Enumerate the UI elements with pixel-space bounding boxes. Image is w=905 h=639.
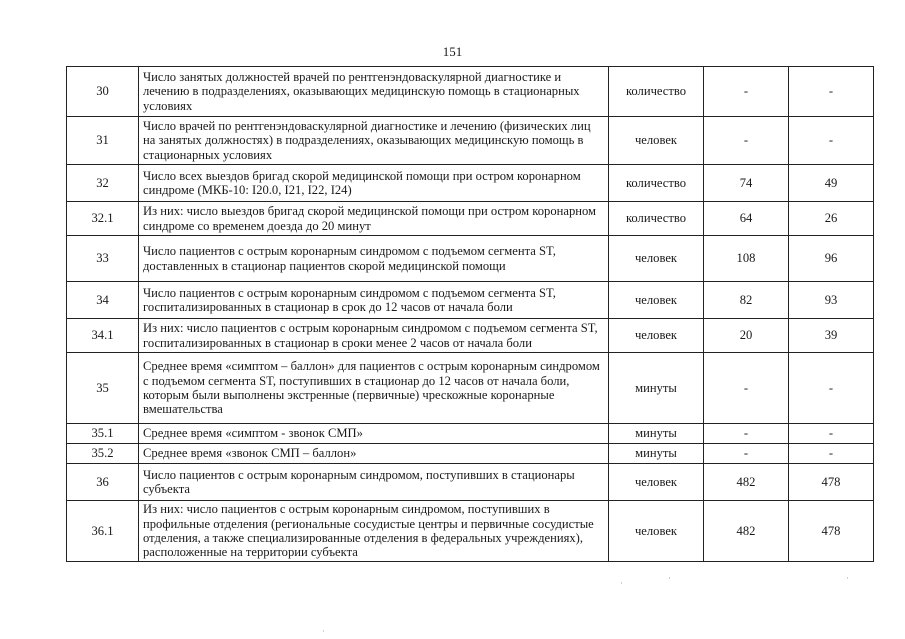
- scan-speck: ·: [668, 573, 671, 583]
- scan-speck: ·: [620, 578, 623, 588]
- unit-of-measure: человек: [609, 117, 704, 165]
- indicator-description: Из них: число пациентов с острым коронарным синдромом, поступивших в профильные отделения (региональные сосудистые центры и первичные сосудистые отделения, а также специализированные отделения в федеральных учреждениях), расположенные на территории субъекта: [139, 501, 609, 562]
- table-row: [67, 67, 874, 117]
- table-row: [67, 424, 874, 444]
- indicator-description: Среднее время «звонок СМП – баллон»: [139, 444, 609, 464]
- table-row: [67, 117, 874, 165]
- row-number: 32: [67, 165, 139, 202]
- value-col-1: -: [704, 117, 789, 165]
- table-row: [67, 236, 874, 282]
- page-number: 151: [442, 44, 463, 59]
- value-col-2: 26: [789, 202, 874, 236]
- indicator-description: Число врачей по рентгенэндоваскулярной диагностике и лечению (физических лиц на занятых должностях) в подразделениях, оказывающих медицинскую помощь в стационарных условиях: [139, 117, 609, 165]
- scan-speck: ·: [846, 573, 849, 583]
- unit-of-measure: минуты: [609, 353, 704, 424]
- table-row: [67, 319, 874, 353]
- table-row: [67, 444, 874, 464]
- value-col-1: 82: [704, 282, 789, 319]
- value-col-2: -: [789, 353, 874, 424]
- value-col-2: 96: [789, 236, 874, 282]
- row-number: 32.1: [67, 202, 139, 236]
- value-col-2: 93: [789, 282, 874, 319]
- indicators-table: [66, 66, 874, 562]
- value-col-1: -: [704, 444, 789, 464]
- unit-of-measure: человек: [609, 464, 704, 501]
- value-col-1: -: [704, 353, 789, 424]
- value-col-2: -: [789, 424, 874, 444]
- indicator-description: Число занятых должностей врачей по рентгенэндоваскулярной диагностике и лечению в подразделениях, оказывающих медицинскую помощь в стационарных условиях: [139, 67, 609, 117]
- table-row: [67, 165, 874, 202]
- value-col-1: 74: [704, 165, 789, 202]
- indicator-description: Среднее время «симптом – баллон» для пациентов с острым коронарным синдромом с подъемом сегмента ST, поступивших в стационар до 12 часов от начала боли, которым были выполнены экстренные (первичные) чрескожные коронарные вмешательства: [139, 353, 609, 424]
- unit-of-measure: человек: [609, 236, 704, 282]
- row-number: 30: [67, 67, 139, 117]
- unit-of-measure: количество: [609, 202, 704, 236]
- row-number: 35.2: [67, 444, 139, 464]
- row-number: 34.1: [67, 319, 139, 353]
- row-number: 35: [67, 353, 139, 424]
- value-col-1: 108: [704, 236, 789, 282]
- indicator-description: Число всех выездов бригад скорой медицинской помощи при остром коронарном синдроме (МКБ-10: I20.0, I21, I22, I24): [139, 165, 609, 202]
- indicator-description: Число пациентов с острым коронарным синдромом, поступивших в стационары субъекта: [139, 464, 609, 501]
- unit-of-measure: человек: [609, 501, 704, 562]
- value-col-1: -: [704, 424, 789, 444]
- row-number: 34: [67, 282, 139, 319]
- unit-of-measure: человек: [609, 282, 704, 319]
- row-number: 35.1: [67, 424, 139, 444]
- table-row: [67, 464, 874, 501]
- indicator-description: Число пациентов с острым коронарным синдромом с подъемом сегмента ST, доставленных в стационар пациентов скорой медицинской помощи: [139, 236, 609, 282]
- indicator-description: Число пациентов с острым коронарным синдромом с подъемом сегмента ST, госпитализированных в стационар в срок до 12 часов от начала боли: [139, 282, 609, 319]
- row-number: 36.1: [67, 501, 139, 562]
- value-col-2: -: [789, 117, 874, 165]
- value-col-2: 49: [789, 165, 874, 202]
- row-number: 36: [67, 464, 139, 501]
- value-col-1: 20: [704, 319, 789, 353]
- unit-of-measure: количество: [609, 67, 704, 117]
- unit-of-measure: человек: [609, 319, 704, 353]
- row-number: 31: [67, 117, 139, 165]
- unit-of-measure: минуты: [609, 444, 704, 464]
- unit-of-measure: минуты: [609, 424, 704, 444]
- value-col-2: 478: [789, 464, 874, 501]
- indicator-description: Из них: число пациентов с острым коронарным синдромом с подъемом сегмента ST, госпитализированных в стационар в сроки менее 2 часов от начала боли: [139, 319, 609, 353]
- value-col-1: 482: [704, 501, 789, 562]
- indicator-description: Среднее время «симптом - звонок СМП»: [139, 424, 609, 444]
- table-row: [67, 501, 874, 562]
- table-row: [67, 282, 874, 319]
- value-col-2: 478: [789, 501, 874, 562]
- table-row: [67, 353, 874, 424]
- unit-of-measure: количество: [609, 165, 704, 202]
- value-col-2: -: [789, 67, 874, 117]
- table-row: [67, 202, 874, 236]
- scan-speck: ·: [322, 626, 325, 636]
- indicator-description: Из них: число выездов бригад скорой медицинской помощи при остром коронарном синдроме со временем доезда до 20 минут: [139, 202, 609, 236]
- row-number: 33: [67, 236, 139, 282]
- value-col-2: 39: [789, 319, 874, 353]
- value-col-1: 482: [704, 464, 789, 501]
- value-col-1: 64: [704, 202, 789, 236]
- value-col-1: -: [704, 67, 789, 117]
- value-col-2: -: [789, 444, 874, 464]
